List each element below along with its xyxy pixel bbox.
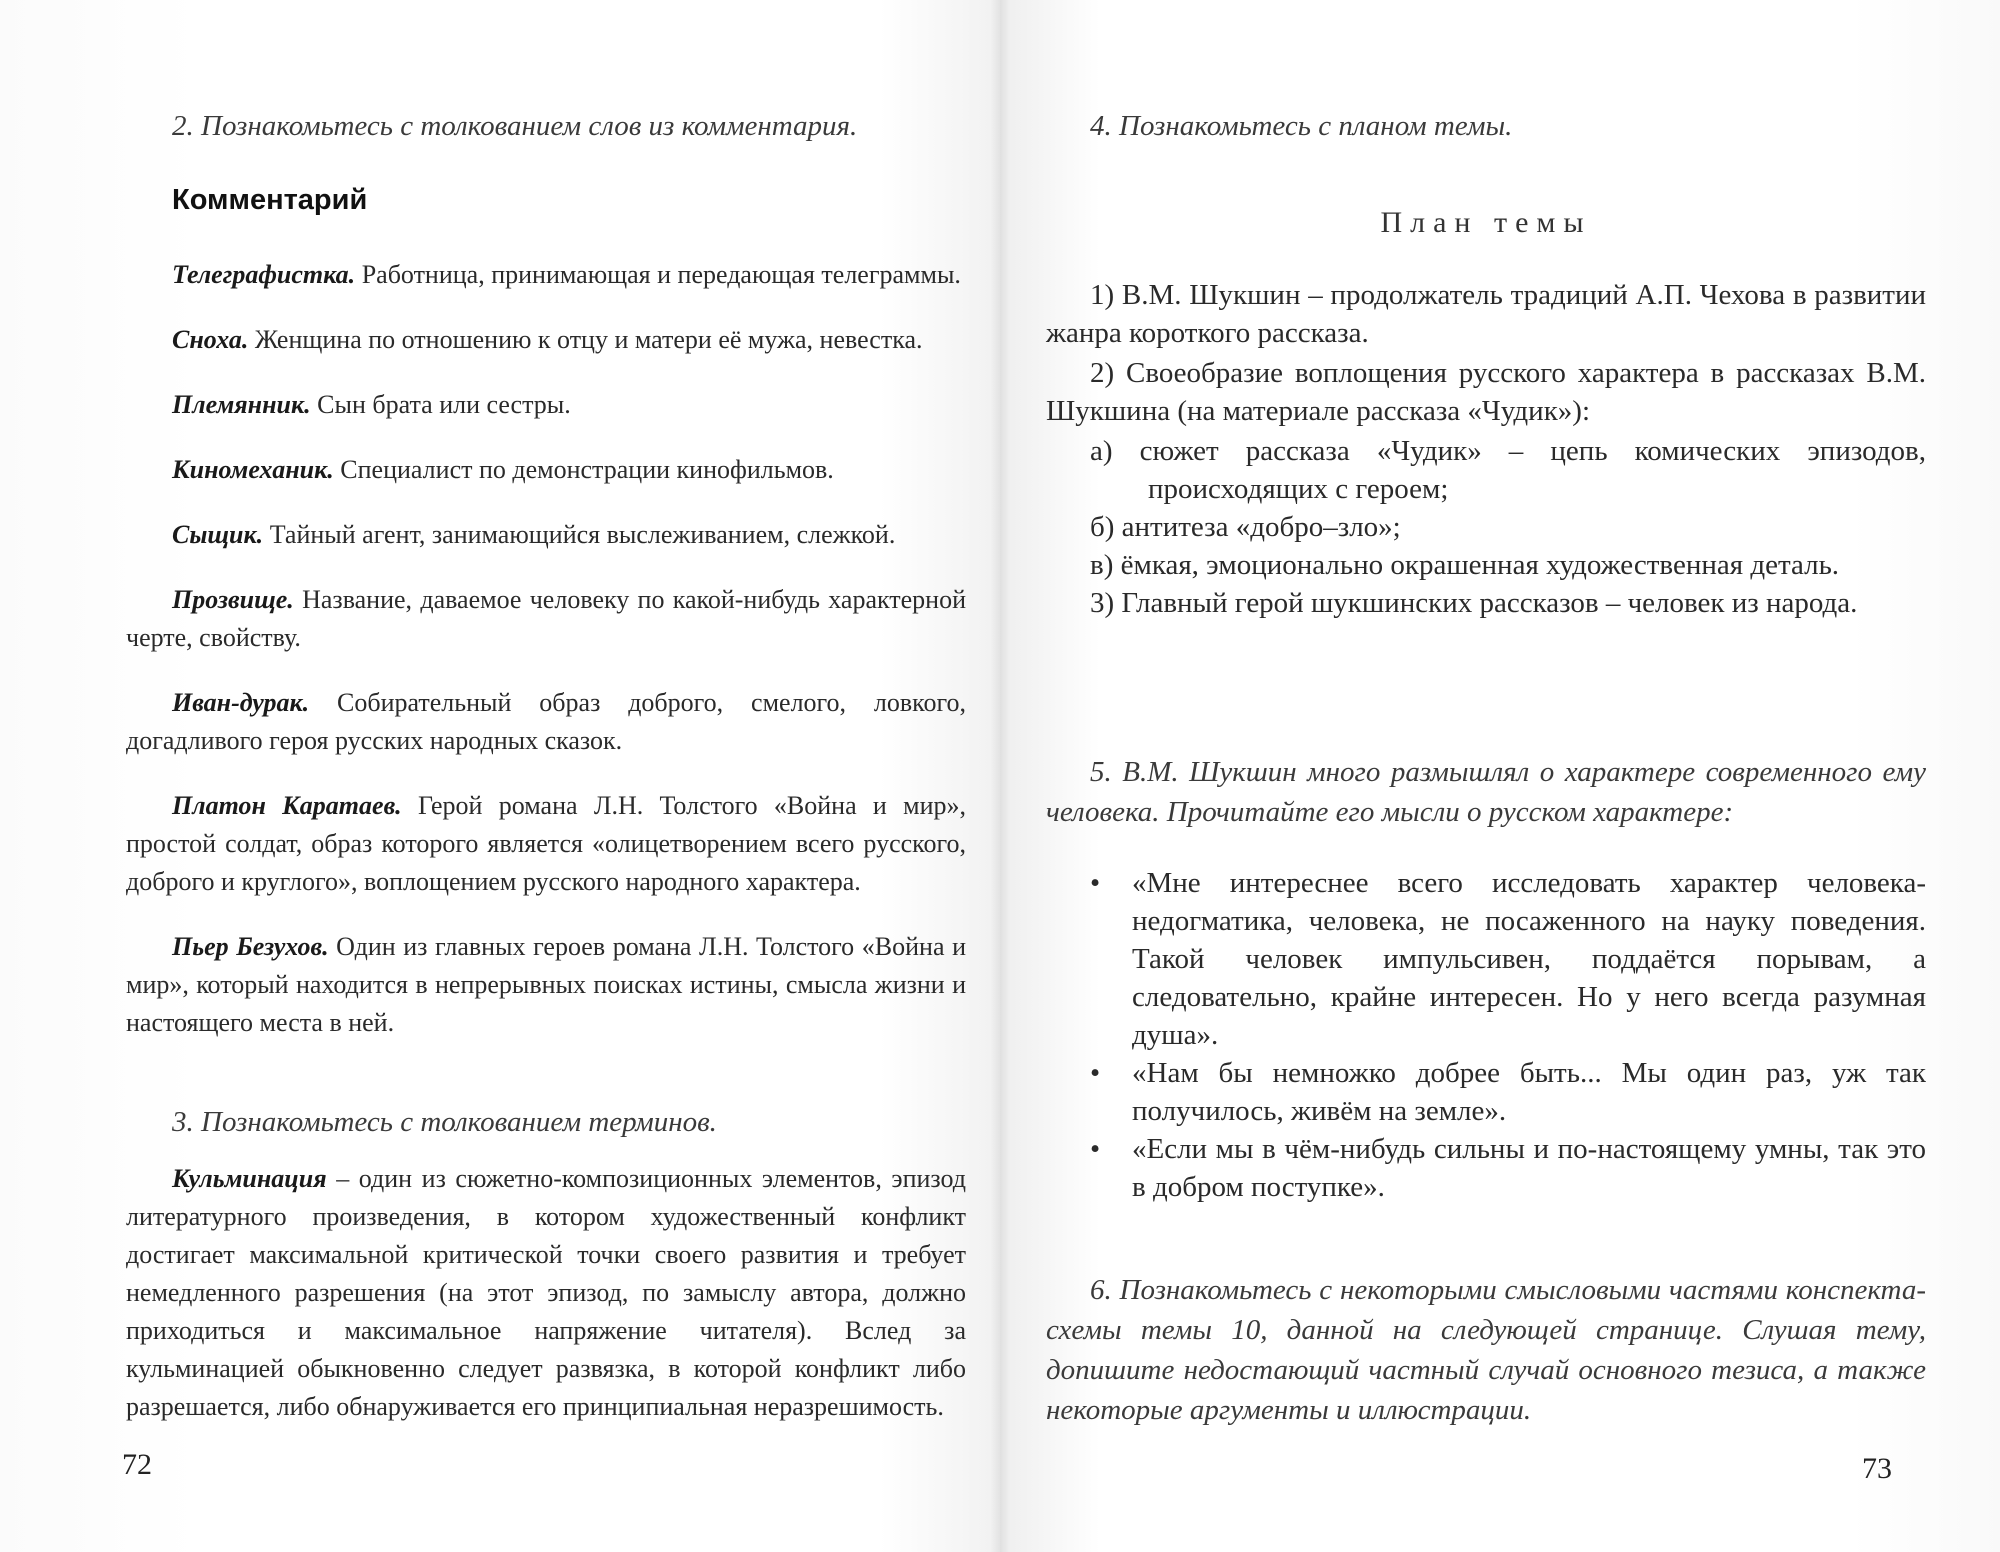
glossary-definition: Название, даваемое человеку по какой-нибудь характерной черте, свойству. — [126, 585, 966, 652]
glossary-definition: Сын брата или сестры. — [310, 390, 571, 419]
culmination-term: Кульминация — [172, 1164, 327, 1193]
right-page — [1000, 0, 2000, 1552]
task-6-instruction: 6. Познакомьтесь с некоторыми смысловыми частями конспекта-схемы темы 10, данной на следующей странице. Слушая тему, допишите недостающий частный случай основного тезиса, а также некоторые аргументы и иллюстрации. — [1046, 1274, 1926, 1426]
plan-subitem: а) сюжет рассказа «Чудик» – цепь комических эпизодов, происходящих с героем; — [1090, 435, 1926, 505]
glossary-definition: Герой романа Л.Н. Толстого «Война и мир», простой солдат, образ которого является «олицетворением всего русского, доброго и круглого», воплощением русского народного характера. — [126, 791, 966, 896]
glossary-entry — [126, 928, 966, 1042]
glossary-definition: Собирательный образ доброго, смелого, ловкого, догадливого героя русских народных сказок. — [126, 688, 966, 755]
glossary-definition: Тайный агент, занимающийся выслеживанием, слежкой. — [263, 520, 896, 549]
glossary-entry — [126, 581, 966, 657]
glossary-entry — [126, 321, 966, 359]
glossary-term: Прозвище. — [172, 585, 294, 614]
glossary-term: Киномеханик. — [172, 455, 334, 484]
page-number-left: 72 — [122, 1448, 152, 1481]
shukshin-quotes — [1090, 864, 1926, 1206]
glossary-term: Платон Каратаев. — [172, 791, 402, 820]
glossary-entry — [126, 787, 966, 901]
glossary-term: Телеграфистка. — [172, 260, 356, 289]
plan-subitem: в) ёмкая, эмоционально окрашенная художественная деталь. — [1090, 549, 1840, 581]
task-2-instruction: 2. Познакомьтесь с толкованием слов из комментария. — [172, 110, 858, 142]
glossary-term: Пьер Безухов. — [172, 932, 329, 961]
book-gutter — [990, 0, 1010, 1552]
plan-title: План темы — [1380, 206, 1592, 239]
bullet-icon: • — [1090, 1133, 1101, 1165]
glossary-definition: Работница, принимающая и передающая телеграммы. — [355, 260, 961, 289]
quote-text: «Если мы в чём-нибудь сильны и по-настоящему умны, так это в добром поступке». — [1132, 1133, 1926, 1203]
glossary-entry — [126, 516, 966, 554]
comment-heading: Комментарий — [172, 184, 368, 216]
glossary-definition: Один из главных героев романа Л.Н. Толстого «Война и мир», который находится в непрерывных поисках истины, смысла жизни и настоящего места в ней. — [126, 932, 966, 1037]
page-number-right: 73 — [1862, 1452, 1892, 1485]
glossary-term: Племянник. — [172, 390, 311, 419]
glossary-term: Сыщик. — [172, 520, 264, 549]
glossary — [126, 256, 966, 1042]
plan-list — [1046, 276, 1926, 622]
task-5-instruction: 5. В.М. Шукшин много размышлял о характере современного ему человека. Прочитайте его мысли о русском характере: — [1046, 756, 1926, 828]
glossary-definition: Женщина по отношению к отцу и матери её мужа, невестка. — [248, 325, 923, 354]
task-4-instruction: 4. Познакомьтесь с планом темы. — [1090, 110, 1513, 142]
culmination-text: – один из сюжетно-композиционных элементов, эпизод литературного произведения, в котором художественный конфликт достигает максимальной критической точки своего развития и требует немедленного разрешения (на этот эпизод, по замыслу автора, должно приходиться и максимальное напряжение читателя). Вслед за кульминацией обыкновенно следует развязка, в которой конфликт либо разрешается, либо обнаруживается его принципиальная неразрешимость. — [126, 1164, 966, 1421]
bullet-icon: • — [1090, 867, 1101, 899]
bullet-icon: • — [1090, 1057, 1101, 1089]
glossary-term: Сноха. — [172, 325, 249, 354]
quote-item — [1090, 1054, 1926, 1130]
quote-item — [1090, 864, 1926, 1054]
glossary-entry — [126, 386, 966, 424]
quote-text: «Мне интереснее всего исследовать характер человека-недогматика, человека, не посаженного на науку поведения. Такой человек импульсивен, поддаётся порывам, а следовательно, крайне интересен. Но у него всегда разумная душа». — [1132, 867, 1926, 1051]
plan-item: 2) Своеобразие воплощения русского характера в рассказах В.М. Шукшина (на материале рассказа «Чудик»): — [1046, 357, 1926, 427]
quote-text: «Нам бы немножко добрее быть... Мы один раз, уж так получилось, живём на земле». — [1132, 1057, 1926, 1127]
glossary-entry — [126, 451, 966, 489]
culmination-definition — [126, 1160, 966, 1426]
quote-item — [1090, 1130, 1926, 1206]
task-3-instruction: 3. Познакомьтесь с толкованием терминов. — [172, 1106, 717, 1138]
glossary-definition: Специалист по демонстрации кинофильмов. — [333, 455, 834, 484]
plan-item: 3) Главный герой шукшинских рассказов – человек из народа. — [1090, 587, 1858, 619]
glossary-entry — [126, 684, 966, 760]
glossary-entry — [126, 256, 966, 294]
plan-subitem: б) антитеза «добро–зло»; — [1090, 511, 1401, 543]
plan-item: 1) В.М. Шукшин – продолжатель традиций А.П. Чехова в развитии жанра короткого рассказа. — [1046, 279, 1926, 349]
glossary-term: Иван-дурак. — [172, 688, 310, 717]
